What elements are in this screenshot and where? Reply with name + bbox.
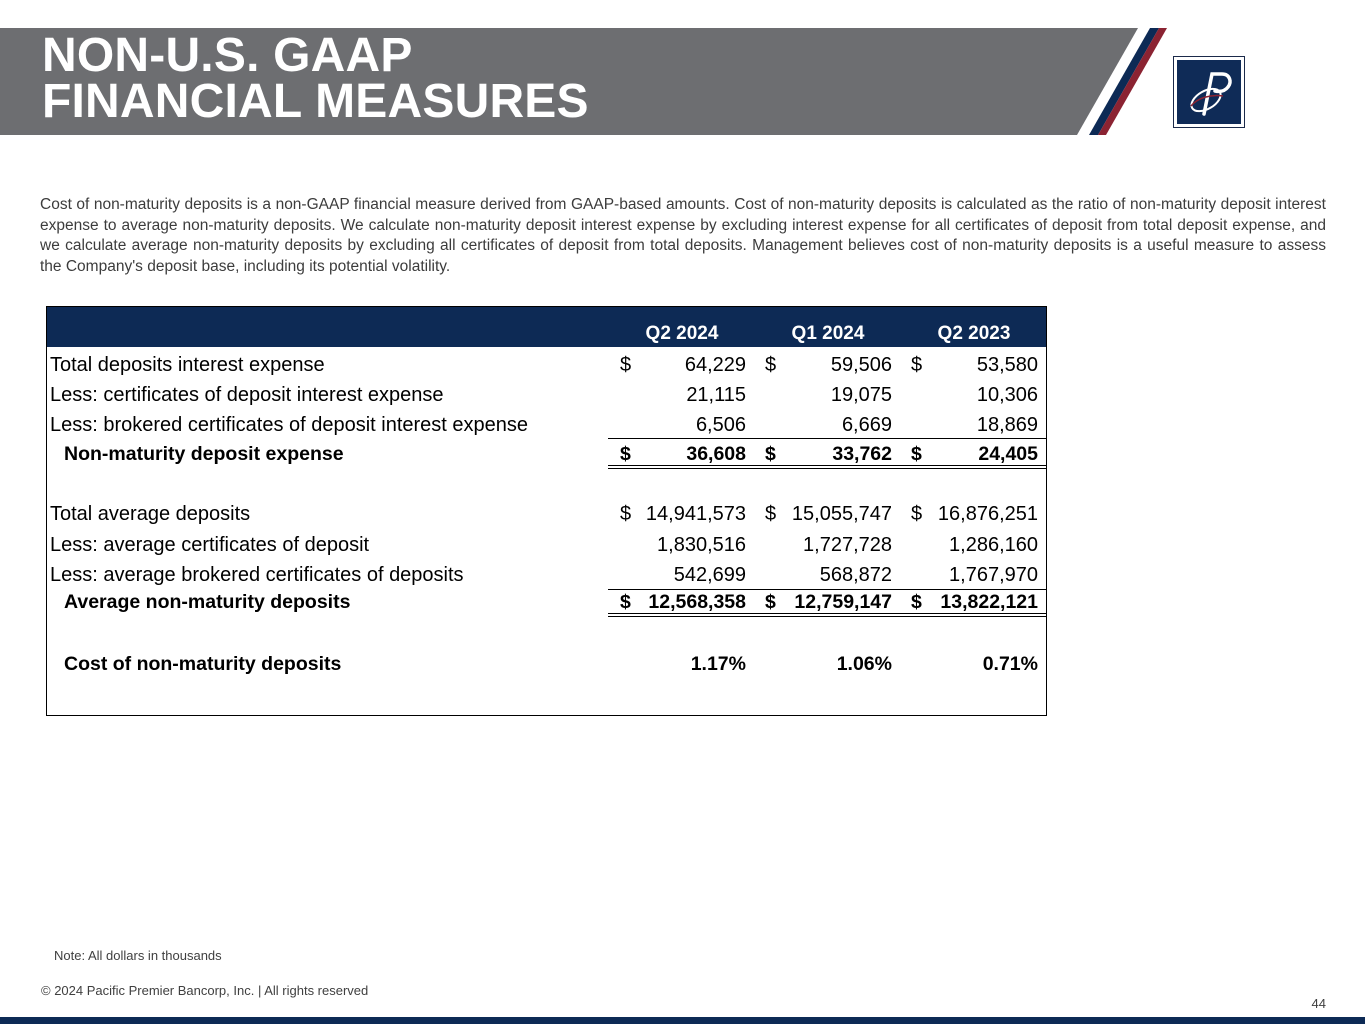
value-q1-2024: 19,075 — [830, 384, 892, 406]
table-row-subtotal — [47, 438, 1046, 468]
table-row — [47, 379, 1046, 409]
table-row — [47, 409, 1046, 439]
page-number: 44 — [1311, 996, 1326, 1011]
dollar-sign: $ — [765, 503, 777, 525]
table-row — [47, 529, 1046, 559]
copyright-text: © 2024 Pacific Premier Bancorp, Inc. | All rights reserved — [41, 983, 369, 998]
dollar-sign: $ — [620, 591, 631, 613]
row-label: Less: brokered certificates of deposit interest expense — [50, 414, 529, 436]
dollar-sign: $ — [911, 443, 922, 465]
row-label: Less: average certificates of deposit — [50, 534, 370, 556]
row-label: Less: average brokered certificates of deposits — [50, 564, 464, 586]
value-q2-2024: 12,568,358 — [648, 591, 746, 613]
non-maturity-deposits-table — [46, 306, 1047, 716]
dollar-sign: $ — [765, 591, 776, 613]
dollar-sign: $ — [620, 443, 631, 465]
value-q1-2024: 59,506 — [830, 354, 892, 376]
description-paragraph: Cost of non-maturity deposits is a non-GAAP financial measure derived from GAAP-based amounts. Cost of non-maturity deposits is calculated as the ratio of non-maturity deposit interest expense to average non-maturity deposits. We calculate non-maturity deposit interest expense by excluding interest expense for all certificates of deposit from total deposit expense, and we calculate average non-maturity deposits by excluding all certificates of deposit from total deposits. Management believes cost of non-maturity deposits is a useful measure to assess the Company's deposit base, including its potential volatility. — [40, 196, 1326, 275]
value-q2-2024: 1.17% — [690, 653, 746, 675]
row-label: Non-maturity deposit expense — [64, 443, 344, 465]
value-q2-2023: 16,876,251 — [937, 503, 1038, 525]
table-row — [47, 349, 1046, 379]
value-q2-2023: 1,286,160 — [949, 534, 1038, 556]
row-label: Less: certificates of deposit interest expense — [50, 384, 444, 406]
value-q2-2024: 14,941,573 — [645, 503, 746, 525]
value-q2-2024: 6,506 — [695, 414, 746, 436]
value-q1-2024: 33,762 — [832, 443, 892, 465]
table-row — [47, 559, 1046, 589]
company-logo — [1173, 56, 1245, 128]
value-q1-2024: 15,055,747 — [791, 503, 892, 525]
dollar-sign: $ — [911, 354, 923, 376]
value-q2-2023: 53,580 — [976, 354, 1038, 376]
value-q2-2024: 1,830,516 — [657, 534, 746, 556]
table-row — [47, 498, 1046, 528]
value-q1-2024: 12,759,147 — [794, 591, 892, 613]
value-q2-2024: 21,115 — [686, 384, 746, 406]
value-q1-2024: 6,669 — [841, 414, 892, 436]
column-header-q1-2024: Q1 2024 — [791, 323, 865, 344]
footnote: Note: All dollars in thousands — [54, 948, 222, 963]
dollar-sign: $ — [765, 443, 776, 465]
page-title-line-2: FINANCIAL MEASURES — [42, 75, 589, 128]
row-label: Total average deposits — [50, 503, 251, 525]
value-q1-2024: 1,727,728 — [803, 534, 892, 556]
row-label: Average non-maturity deposits — [64, 591, 351, 613]
dollar-sign: $ — [911, 591, 922, 613]
total-double-rule — [608, 613, 1047, 617]
company-logo-background — [1177, 60, 1241, 124]
value-q1-2024: 1.06% — [836, 653, 892, 675]
total-double-rule — [608, 465, 1047, 469]
value-q2-2023: 24,405 — [978, 443, 1038, 465]
row-label: Cost of non-maturity deposits — [64, 653, 342, 675]
row-label: Total deposits interest expense — [50, 354, 325, 376]
pacific-premier-logo-icon — [1177, 60, 1241, 124]
value-q2-2024: 542,699 — [673, 564, 746, 586]
table-row-ratio — [47, 648, 1046, 678]
dollar-sign: $ — [765, 354, 777, 376]
page-title-line-1: NON-U.S. GAAP — [42, 29, 413, 82]
column-header-q2-2024: Q2 2024 — [645, 323, 719, 344]
dollar-sign: $ — [911, 503, 923, 525]
value-q2-2024: 36,608 — [686, 443, 746, 465]
column-header-q2-2023: Q2 2023 — [937, 323, 1011, 344]
value-q2-2023: 10,306 — [976, 384, 1038, 406]
page-title — [42, 29, 589, 128]
dollar-sign: $ — [620, 503, 632, 525]
table-header — [47, 307, 1046, 347]
footer-bar — [0, 1017, 1365, 1024]
value-q2-2023: 18,869 — [976, 414, 1038, 436]
value-q2-2024: 64,229 — [684, 354, 746, 376]
value-q2-2023: 13,822,121 — [940, 591, 1038, 613]
table-row-subtotal — [47, 586, 1046, 616]
value-q1-2024: 568,872 — [819, 564, 892, 586]
dollar-sign: $ — [620, 354, 632, 376]
value-q2-2023: 0.71% — [982, 653, 1038, 675]
value-q2-2023: 1,767,970 — [949, 564, 1038, 586]
